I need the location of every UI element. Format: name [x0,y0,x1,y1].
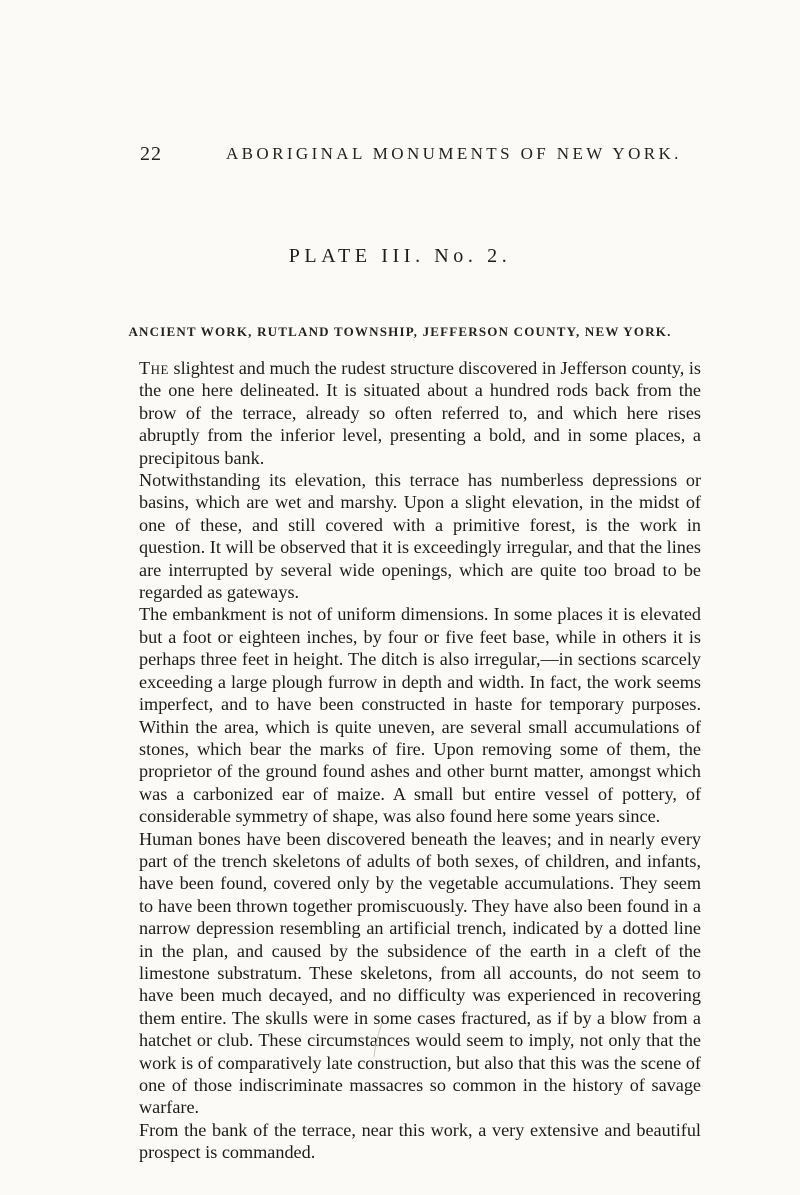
plate-title: PLATE III. No. 2. [288,245,512,267]
body-text [139,357,701,1164]
paragraph-2: Notwithstanding its elevation, this terrace has numberless depressions or basins, which are wet and marshy. Upon a slight elevation, in the midst of one of these, and still covered with a primitive forest, is the work in question. It will be observed that it is exceedingly irregular, and that the lines are interrupted by several wide openings, which are quite too broad to be regarded as gateways. [139,470,701,603]
paragraph-5: From the bank of the terrace, near this work, a very extensive and beautiful prospect is commanded. [139,1119,701,1163]
paragraph-3: The embankment is not of uniform dimensions. In some places it is elevated but a foot or eighteen inches, by four or five feet base, while in others it is perhaps three feet in height. The ditch is also irregular,—in sections scarcely exceeding a large plough furrow in depth and width. In fact, the work seems imperfect, and to have been constructed in haste for temporary purposes. Within the area, which is quite uneven, are several small accumulations of stones, which bear the marks of fire. Upon removing some of them, the proprietor of the ground found ashes and other burnt matter, amongst which was a carbonized ear of maize. A small but entire vessel of pottery, of considerable symmetry of shape, was also found here some years since. [139,604,701,827]
paragraph-4: Human bones have been discovered beneath the leaves; and in nearly every part of the trench skeletons of adults of both sexes, of children, and infants, have been found, covered only by the vegetable accumulations. They seem to have been thrown together promiscuously. They have also been found in a narrow depression resembling an artificial trench, indicated by a dotted line in the plan, and caused by the subsidence of the earth in a cleft of the limestone substratum. These skeletons, from all accounts, do not seem to have been much decayed, and no difficulty was experienced in recovering them entire. The skulls were in some cases fractured, as if by a blow from a hatchet or club. These circumstances would seem to imply, not only that the work is of comparatively late construction, but also that this was the scene of one of those indiscriminate massacres so common in the history of savage warfare. [139,828,701,1118]
section-subtitle: ANCIENT WORK, RUTLAND TOWNSHIP, JEFFERSON COUNTY, NEW YORK. [128,324,672,339]
paragraph-1-text: slightest and much the rudest structure discovered in Jefferson county, is the one here delineated. It is situated about a hundred rods back from the brow of the terrace, already so often referred to, and which here rises abruptly from the inferior level, presenting a bold, and in some places, a precipitous bank. [139,358,701,468]
paragraph-1 [139,357,701,469]
page-number: 22 [140,143,162,165]
running-head: ABORIGINAL MONUMENTS OF NEW YORK. [226,144,682,163]
paper-mark [372,1022,384,1058]
lead-word: The [139,358,169,378]
